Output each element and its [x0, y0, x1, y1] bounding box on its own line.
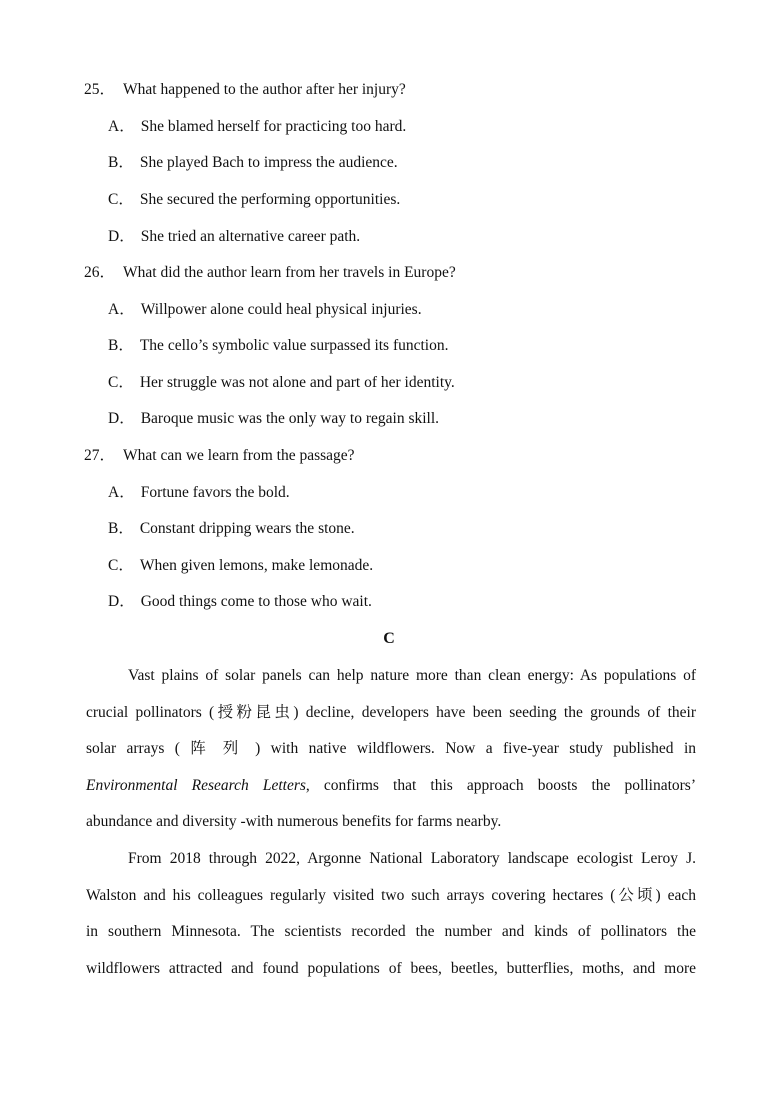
text-line: crucial pollinators (授粉昆虫) decline, developers have been seeding the grounds of their [86, 704, 696, 721]
text-line: wildflowers attracted and found populations of bees, beetles, butterflies, moths, and more [86, 960, 696, 977]
text-line: in southern Minnesota. The scientists recorded the number and kinds of pollinators the [86, 923, 696, 940]
question-text: What happened to the author after her injury? [123, 81, 406, 98]
option-text: She played Bach to impress the audience. [139, 154, 398, 171]
question-number: 26． [84, 264, 116, 281]
option-text: Fortune favors the bold. [140, 484, 290, 501]
option-text: Constant dripping wears the stone. [139, 520, 355, 537]
option-letter: C． [108, 191, 134, 208]
question-27-option-a [108, 483, 290, 503]
paragraph-1-line-2 [86, 703, 696, 723]
question-25-option-c [108, 190, 400, 210]
option-text: She tried an alternative career path. [140, 228, 361, 245]
text-line: solar arrays ( 阵 列 ) with native wildflowers. Now a five-year study published in [86, 740, 696, 757]
question-25-stem [84, 80, 406, 100]
paragraph-1-line-1 [86, 666, 696, 686]
option-letter: D． [108, 593, 135, 610]
text-line-rest: , confirms that this approach boosts the pollinators’ [305, 777, 696, 794]
option-text: When given lemons, make lemonade. [139, 557, 374, 574]
journal-title: Environmental Research Letters [86, 777, 306, 794]
question-number: 27． [84, 447, 116, 464]
paragraph-2-line-4 [86, 959, 696, 979]
text-line: Walston and his colleagues regularly visited two such arrays covering hectares (公顷) each [86, 887, 696, 904]
question-27-stem [84, 446, 355, 466]
question-25-option-b [108, 153, 398, 173]
option-text: Willpower alone could heal physical injuries. [140, 301, 422, 318]
question-number: 25． [84, 81, 116, 98]
option-letter: B． [108, 154, 134, 171]
question-26-option-a [108, 300, 422, 320]
question-27-option-d [108, 592, 372, 612]
option-text: Good things come to those who wait. [140, 593, 372, 610]
option-text: The cello’s symbolic value surpassed its function. [139, 337, 449, 354]
option-letter: A． [108, 484, 135, 501]
option-letter: A． [108, 118, 135, 135]
paragraph-1-line-3 [86, 739, 696, 759]
text-line [86, 776, 696, 796]
paragraph-2-line-2 [86, 886, 696, 906]
text-line: Vast plains of solar panels can help nature more than clean energy: As populations of [128, 667, 696, 684]
question-text: What can we learn from the passage? [123, 447, 355, 464]
option-text: She blamed herself for practicing too hard. [140, 118, 407, 135]
paragraph-1-line-4 [86, 776, 696, 796]
paragraph-2-line-1 [86, 849, 696, 869]
option-letter: A． [108, 301, 135, 318]
question-25-option-d [108, 227, 360, 247]
text-line: abundance and diversity -with numerous benefits for farms nearby. [86, 813, 502, 830]
question-26-option-d [108, 409, 439, 429]
paragraph-1-line-5 [86, 812, 696, 832]
option-letter: D． [108, 410, 135, 427]
question-27-option-b [108, 519, 355, 539]
question-text: What did the author learn from her travels in Europe? [123, 264, 456, 281]
option-letter: C． [108, 557, 134, 574]
option-letter: B． [108, 337, 134, 354]
question-26-option-c [108, 373, 455, 393]
question-26-option-b [108, 336, 449, 356]
option-letter: C． [108, 374, 134, 391]
option-text: Her struggle was not alone and part of her identity. [139, 374, 455, 391]
option-text: Baroque music was the only way to regain skill. [140, 410, 440, 427]
section-heading: C [383, 630, 395, 647]
text-line: From 2018 through 2022, Argonne National Laboratory landscape ecologist Leroy J. [128, 850, 696, 867]
option-letter: D． [108, 228, 135, 245]
paragraph-2-line-3 [86, 922, 696, 942]
question-27-option-c [108, 556, 373, 576]
question-26-stem [84, 263, 456, 283]
question-25-option-a [108, 117, 406, 137]
option-letter: B． [108, 520, 134, 537]
option-text: She secured the performing opportunities. [139, 191, 401, 208]
